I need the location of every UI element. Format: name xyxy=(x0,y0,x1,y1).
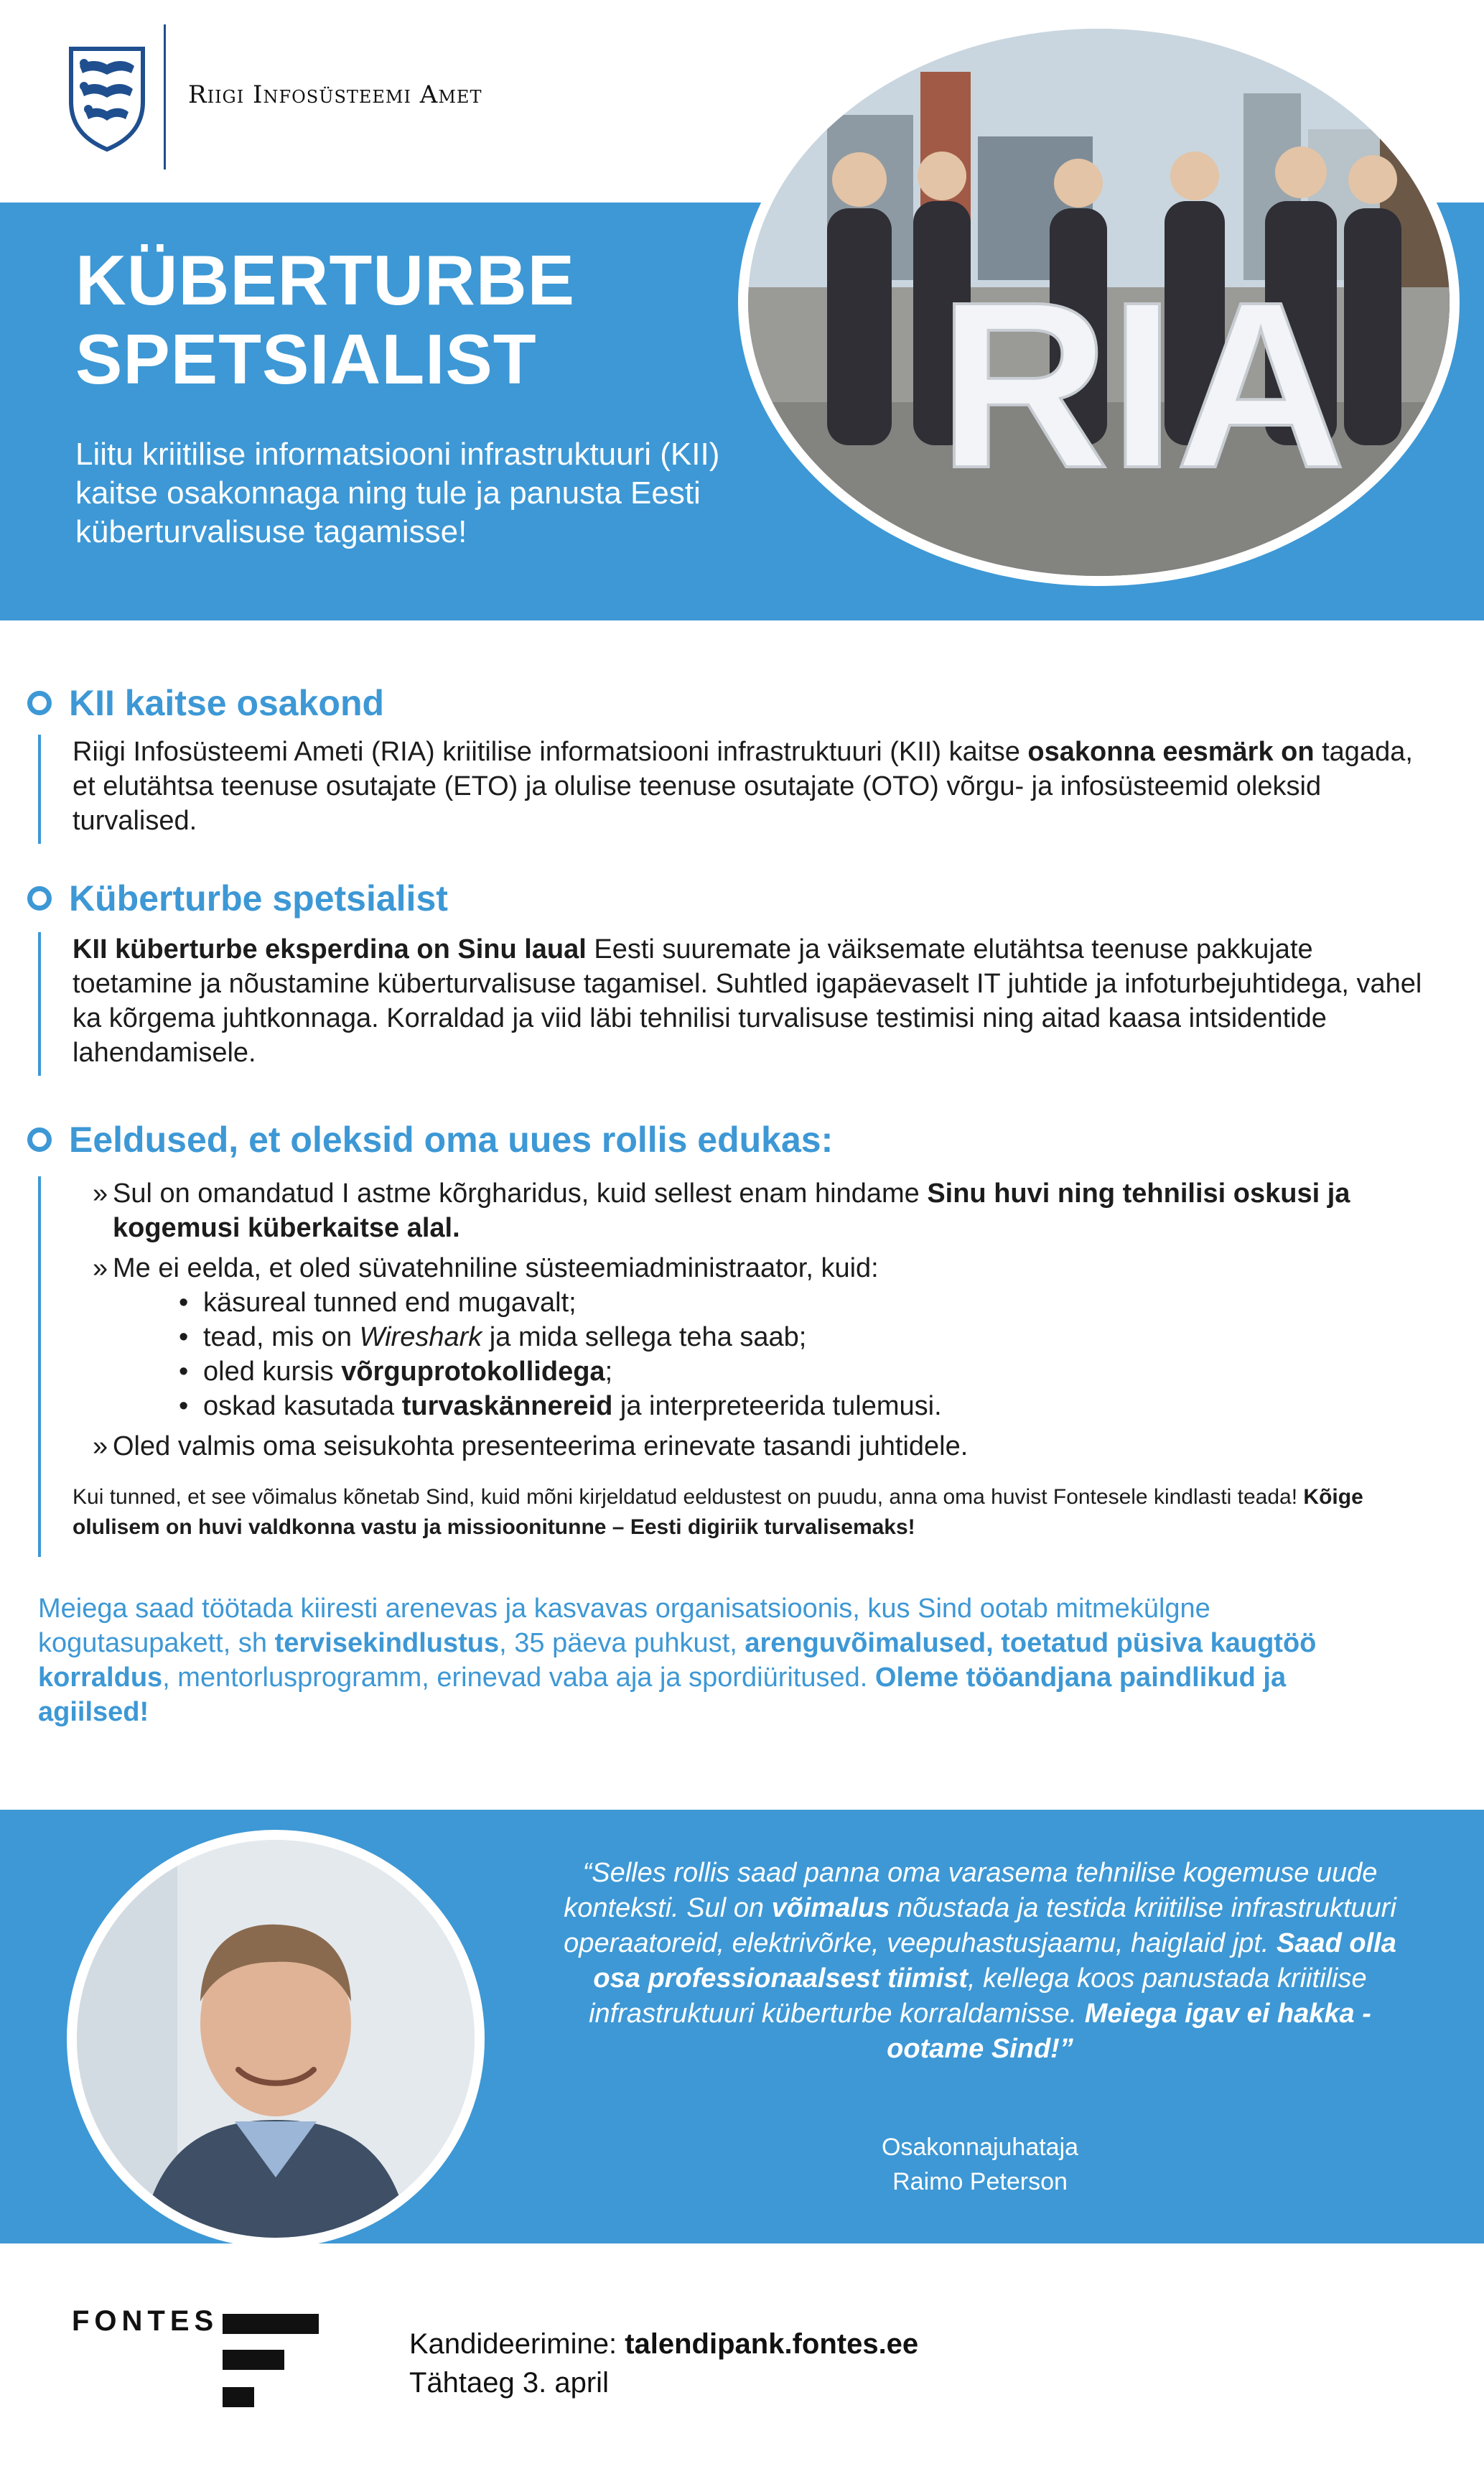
section-title: Küberturbe spetsialist xyxy=(69,878,448,919)
text: ja mida sellega teha saab; xyxy=(482,1322,807,1352)
text: oskad kasutada xyxy=(203,1391,402,1421)
section-title: KII kaitse osakond xyxy=(69,683,385,723)
logo-divider xyxy=(164,24,166,169)
text: Riigi Infosüsteemi Ameti (RIA) kriitilise informatsiooni infrastruktuuri (KII) kaitse xyxy=(73,737,1028,767)
text: , kellega koos panustada kriitilise infrastruktuuri küberturbe korraldamisse. xyxy=(589,1963,1367,2029)
section-requirements-heading xyxy=(27,1119,833,1161)
ria-crest-logo xyxy=(68,45,146,152)
manager-quote xyxy=(546,1856,1414,2067)
hero-lead: Liitu kriitilise informatsiooni infrastruktuuri (KII) kaitse osakonnaga ning tule ja panusta Eesti küberturvalisuse tagamisse! xyxy=(75,437,720,549)
circle-bullet-icon xyxy=(27,691,52,715)
fontes-logo-bar xyxy=(223,2314,319,2334)
requirement-item xyxy=(73,1429,1437,1464)
text: Sul on omandatud I astme kõrgharidus, kuid sellest enam hindame xyxy=(113,1178,928,1209)
bold-text: osakonna eesmärk on xyxy=(1027,737,1315,767)
text: Meiega saad töötada kiiresti arenevas ja kasvavas organisatsioonis, kus Sind ootab mitmekülgne kogutasupakett, sh xyxy=(38,1594,1210,1658)
team-photo-illustration xyxy=(748,29,1450,576)
dot-bullet-icon: • xyxy=(179,1288,189,1318)
chevron-bullet-icon: » xyxy=(93,1253,108,1283)
quote-author-name: Raimo Peterson xyxy=(892,2168,1068,2195)
manager-portrait xyxy=(67,1830,485,2248)
benefits-paragraph xyxy=(38,1591,1402,1729)
fontes-logo-text: FONTES xyxy=(72,2305,219,2337)
chevron-bullet-icon: » xyxy=(93,1431,108,1461)
bold-text: Kõige olulisem on huvi valdkonna vastu ja missioonitunne – Eesti digiriik turvalisemaks! xyxy=(73,1485,1363,1539)
bold-text: tervisekindlustus xyxy=(274,1628,500,1658)
section-kii-heading xyxy=(27,682,384,724)
chevron-bullet-icon: » xyxy=(93,1178,108,1209)
deadline: Tähtaeg 3. april xyxy=(409,2367,609,2399)
encouragement-note xyxy=(73,1482,1437,1543)
apply-label: Kandideerimine: xyxy=(409,2328,625,2360)
italic-text: Wireshark xyxy=(359,1322,482,1352)
bold-text: KII küberturbe eksperdina on Sinu laual xyxy=(73,934,587,964)
text: , mentorlusprogramm, erinevad vaba aja ja spordiüritused. xyxy=(162,1662,875,1693)
sub-requirement xyxy=(73,1320,1437,1354)
ria-sign: RIA xyxy=(938,252,1347,517)
sub-requirement xyxy=(73,1354,1437,1389)
text: Eesti suuremate ja väiksemate elutähtsa teenuse pakkujate toetamine ja nõustamine küberturvalisuse tagamisel. Suhtled igapäevaselt IT juhtide ja infoturbejuhtidega, vahel ka kõrgema juhtkonnaga. Korraldad ja viid läbi tehnilisi turvalisuse testimisi ning aitad kaasa intsidentide lahendamisele. xyxy=(73,934,1422,1068)
bold-text: Saad olla osa professionaalsest tiimist xyxy=(593,1928,1396,1994)
job-title xyxy=(75,241,575,399)
text: Kui tunned, et see võimalus kõnetab Sind, kuid mõni kirjeldatud eeldustest on puudu, anna oma huvist Fontesele kindlasti teada! xyxy=(73,1485,1304,1509)
dot-bullet-icon: • xyxy=(179,1357,189,1387)
fontes-logo-bar xyxy=(223,2387,254,2407)
bold-text: Oleme tööandjana paindlikud ja agiilsed! xyxy=(38,1662,1287,1727)
job-title-line-2: SPETSIALIST xyxy=(75,320,537,399)
bold-text: võimalus xyxy=(771,1893,890,1923)
portrait-illustration xyxy=(77,1840,475,2238)
text: nõustada ja testida kriitilise infrastruktuuri operaatoreid, elektrivõrke, veepuhastusjaamu, haiglaid jpt. xyxy=(564,1893,1396,1958)
text: Me ei eelda, et oled süvatehniline süsteemiadministraator, kuid: xyxy=(113,1253,879,1283)
text: oled kursis xyxy=(203,1357,342,1387)
circle-bullet-icon xyxy=(27,886,52,911)
sub-requirement xyxy=(73,1285,1437,1320)
fontes-logo-bar xyxy=(223,2350,284,2370)
section-kii-body xyxy=(38,735,1437,844)
dot-bullet-icon: • xyxy=(179,1322,189,1352)
section-requirements-body xyxy=(38,1176,1437,1557)
text: tagada, et elutähtsa teenuse osutajate (ETO) ja olulise teenuse osutajate (OTO) võrgu- ja infosüsteemid oleksid turvalised. xyxy=(73,737,1413,836)
organization-name: Riigi Infosüsteemi Amet xyxy=(188,80,482,109)
job-title-line-1: KÜBERTURBE xyxy=(75,241,575,320)
bold-text: Meiega igav ei hakka - ootame Sind!” xyxy=(887,1999,1371,2064)
text: Oled valmis oma seisukohta presenteerima erinevate tasandi juhtidele. xyxy=(113,1431,969,1461)
bold-text: arenguvõimalused, toetatud püsiva kaugtöö korraldus xyxy=(38,1628,1317,1693)
text: , 35 päeva puhkust, xyxy=(499,1628,745,1658)
section-role-body xyxy=(38,932,1437,1076)
section-title: Eeldused, et oleksid oma uues rollis edukas: xyxy=(69,1120,834,1160)
bold-text: võrguprotokollidega xyxy=(341,1357,605,1387)
bold-text: Sinu huvi ning tehnilisi oskusi ja kogemusi küberkaitse alal. xyxy=(113,1178,1350,1243)
circle-bullet-icon xyxy=(27,1127,52,1152)
text: “Selles rollis saad panna oma varasema tehnilise kogemuse uude konteksti. Sul on xyxy=(564,1858,1378,1923)
requirement-item xyxy=(73,1251,1437,1285)
text: ja interpreteerida tulemusi. xyxy=(612,1391,942,1421)
text: käsureal tunned end mugavalt; xyxy=(203,1288,577,1318)
bold-text: turvaskännereid xyxy=(401,1391,613,1421)
text: tead, mis on xyxy=(203,1322,360,1352)
apply-link[interactable]: talendipank.fontes.ee xyxy=(625,2328,919,2360)
requirement-item xyxy=(73,1176,1437,1245)
team-photo xyxy=(738,19,1460,586)
section-role-heading xyxy=(27,878,448,919)
application-info xyxy=(409,2325,918,2363)
quote-author-role: Osakonnajuhataja xyxy=(881,2134,1079,2161)
dot-bullet-icon: • xyxy=(179,1391,189,1421)
sub-requirement xyxy=(73,1389,1437,1423)
text: ; xyxy=(605,1357,613,1387)
